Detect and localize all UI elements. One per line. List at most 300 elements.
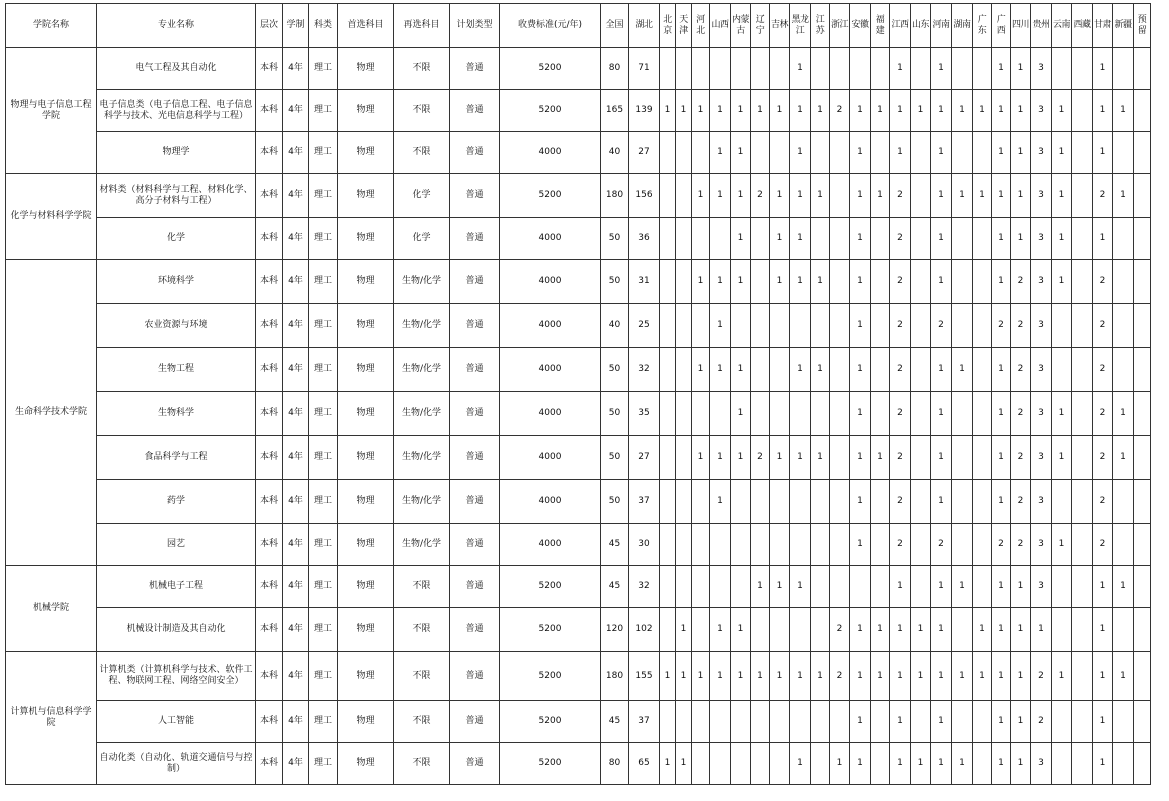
province-count-cell: 1 xyxy=(790,743,811,785)
province-count-cell: 3 xyxy=(1031,392,1052,436)
first-subject-cell: 物理 xyxy=(338,743,394,785)
plan-type-cell: 普通 xyxy=(450,90,500,132)
first-subject-cell: 物理 xyxy=(338,652,394,701)
province-count-cell: 1 xyxy=(992,260,1011,304)
province-count-cell: 1 xyxy=(660,652,676,701)
province-count-cell: 1 xyxy=(770,174,790,218)
total-cell: 80 xyxy=(601,48,629,90)
total-cell: 40 xyxy=(601,132,629,174)
category-cell: 理工 xyxy=(309,218,338,260)
province-count-cell: 1 xyxy=(973,608,992,652)
province-count-cell: 1 xyxy=(952,90,973,132)
province-count-cell: 1 xyxy=(850,260,871,304)
admission-plan-table xyxy=(5,3,1151,785)
province-count-cell: 36 xyxy=(629,218,660,260)
province-count-cell: 1 xyxy=(692,90,710,132)
province-count-cell: 1 xyxy=(931,652,952,701)
province-count-cell: 1 xyxy=(1113,652,1134,701)
table-row xyxy=(6,48,1151,90)
province-count-cell xyxy=(751,218,770,260)
province-count-cell: 1 xyxy=(850,524,871,566)
col-province: 浙江 xyxy=(830,4,850,48)
major-cell: 食品科学与工程 xyxy=(97,436,256,480)
fee-cell: 4000 xyxy=(500,348,601,392)
province-count-cell: 1 xyxy=(973,652,992,701)
second-subject-cell: 不限 xyxy=(394,608,450,652)
duration-cell: 4年 xyxy=(283,132,309,174)
col-province: 广西 xyxy=(992,4,1011,48)
province-count-cell xyxy=(911,436,931,480)
province-count-cell xyxy=(830,392,850,436)
province-count-cell xyxy=(751,524,770,566)
province-count-cell: 1 xyxy=(850,392,871,436)
table-row xyxy=(6,90,1151,132)
province-count-cell: 1 xyxy=(660,90,676,132)
major-cell: 计算机类（计算机科学与技术、软件工程、物联网工程、网络空间安全） xyxy=(97,652,256,701)
level-cell: 本科 xyxy=(256,652,283,701)
province-count-cell: 1 xyxy=(952,743,973,785)
province-count-cell: 1 xyxy=(811,436,830,480)
province-count-cell xyxy=(811,392,830,436)
province-count-cell: 1 xyxy=(710,608,731,652)
province-count-cell: 1 xyxy=(992,218,1011,260)
admission-plan-table-container xyxy=(5,3,1151,785)
province-count-cell: 2 xyxy=(1093,436,1113,480)
province-count-cell xyxy=(811,48,830,90)
province-count-cell xyxy=(790,701,811,743)
province-count-cell: 27 xyxy=(629,436,660,480)
province-count-cell xyxy=(871,304,890,348)
province-count-cell xyxy=(751,392,770,436)
province-count-cell: 3 xyxy=(1031,566,1052,608)
province-count-cell xyxy=(952,304,973,348)
college-name-cell: 生命科学技术学院 xyxy=(6,260,97,566)
province-count-cell xyxy=(1134,436,1151,480)
province-count-cell: 1 xyxy=(931,566,952,608)
level-cell: 本科 xyxy=(256,480,283,524)
col-college: 学院名称 xyxy=(6,4,97,48)
province-count-cell: 1 xyxy=(731,608,751,652)
category-cell: 理工 xyxy=(309,348,338,392)
second-subject-cell: 不限 xyxy=(394,743,450,785)
duration-cell: 4年 xyxy=(283,524,309,566)
province-count-cell xyxy=(1072,743,1093,785)
province-count-cell xyxy=(660,480,676,524)
province-count-cell xyxy=(952,701,973,743)
province-count-cell: 2 xyxy=(1093,524,1113,566)
province-count-cell xyxy=(830,524,850,566)
college-name-cell: 机械学院 xyxy=(6,566,97,652)
province-count-cell xyxy=(1072,480,1093,524)
province-count-cell xyxy=(1134,392,1151,436)
province-count-cell: 1 xyxy=(790,48,811,90)
province-count-cell xyxy=(692,480,710,524)
province-count-cell xyxy=(770,701,790,743)
fee-cell: 5200 xyxy=(500,652,601,701)
province-count-cell: 1 xyxy=(1113,174,1134,218)
province-count-cell: 3 xyxy=(1031,260,1052,304)
province-count-cell xyxy=(692,701,710,743)
table-row xyxy=(6,304,1151,348)
province-count-cell: 1 xyxy=(731,90,751,132)
province-count-cell: 1 xyxy=(790,90,811,132)
province-count-cell: 1 xyxy=(1093,701,1113,743)
province-count-cell: 1 xyxy=(911,608,931,652)
province-count-cell xyxy=(871,480,890,524)
plan-type-cell: 普通 xyxy=(450,348,500,392)
province-count-cell: 1 xyxy=(790,348,811,392)
fee-cell: 5200 xyxy=(500,701,601,743)
province-count-cell xyxy=(1072,392,1093,436)
level-cell: 本科 xyxy=(256,524,283,566)
province-count-cell xyxy=(710,218,731,260)
province-count-cell: 2 xyxy=(1011,260,1031,304)
province-count-cell xyxy=(973,566,992,608)
second-subject-cell: 不限 xyxy=(394,90,450,132)
first-subject-cell: 物理 xyxy=(338,480,394,524)
province-count-cell xyxy=(952,524,973,566)
fee-cell: 4000 xyxy=(500,260,601,304)
province-count-cell xyxy=(1113,348,1134,392)
header-row xyxy=(6,4,1151,48)
province-count-cell: 1 xyxy=(710,436,731,480)
province-count-cell xyxy=(1134,132,1151,174)
province-count-cell: 1 xyxy=(731,218,751,260)
province-count-cell xyxy=(911,701,931,743)
total-cell: 45 xyxy=(601,524,629,566)
province-count-cell: 3 xyxy=(1031,743,1052,785)
province-count-cell: 3 xyxy=(1031,174,1052,218)
province-count-cell: 1 xyxy=(692,652,710,701)
province-count-cell: 1 xyxy=(952,566,973,608)
province-count-cell xyxy=(751,260,770,304)
province-count-cell xyxy=(911,304,931,348)
province-count-cell: 2 xyxy=(1011,304,1031,348)
province-count-cell xyxy=(660,48,676,90)
province-count-cell: 32 xyxy=(629,566,660,608)
province-count-cell: 2 xyxy=(992,304,1011,348)
province-count-cell: 2 xyxy=(1011,348,1031,392)
level-cell: 本科 xyxy=(256,743,283,785)
total-cell: 180 xyxy=(601,652,629,701)
province-count-cell: 1 xyxy=(992,132,1011,174)
province-count-cell xyxy=(911,48,931,90)
province-count-cell xyxy=(751,348,770,392)
province-count-cell xyxy=(1072,174,1093,218)
level-cell: 本科 xyxy=(256,218,283,260)
second-subject-cell: 生物/化学 xyxy=(394,348,450,392)
province-count-cell: 1 xyxy=(890,566,911,608)
province-count-cell: 1 xyxy=(1011,48,1031,90)
province-count-cell: 1 xyxy=(850,652,871,701)
province-count-cell xyxy=(830,174,850,218)
province-count-cell xyxy=(973,132,992,174)
duration-cell: 4年 xyxy=(283,652,309,701)
province-count-cell: 1 xyxy=(1052,132,1072,174)
province-count-cell: 1 xyxy=(850,174,871,218)
province-count-cell xyxy=(952,480,973,524)
province-count-cell xyxy=(660,524,676,566)
province-count-cell: 1 xyxy=(1011,90,1031,132)
province-count-cell xyxy=(660,218,676,260)
total-cell: 45 xyxy=(601,566,629,608)
first-subject-cell: 物理 xyxy=(338,90,394,132)
province-count-cell: 1 xyxy=(790,566,811,608)
province-count-cell xyxy=(676,524,692,566)
total-cell: 50 xyxy=(601,260,629,304)
category-cell: 理工 xyxy=(309,608,338,652)
level-cell: 本科 xyxy=(256,348,283,392)
col-province: 河北 xyxy=(692,4,710,48)
second-subject-cell: 不限 xyxy=(394,132,450,174)
province-count-cell xyxy=(973,348,992,392)
province-count-cell: 1 xyxy=(911,652,931,701)
province-count-cell: 1 xyxy=(790,218,811,260)
province-count-cell xyxy=(790,524,811,566)
category-cell: 理工 xyxy=(309,701,338,743)
total-cell: 120 xyxy=(601,608,629,652)
table-row xyxy=(6,608,1151,652)
first-subject-cell: 物理 xyxy=(338,304,394,348)
province-count-cell: 1 xyxy=(992,608,1011,652)
table-row xyxy=(6,701,1151,743)
province-count-cell xyxy=(1134,48,1151,90)
province-count-cell: 2 xyxy=(751,436,770,480)
province-count-cell xyxy=(871,132,890,174)
province-count-cell xyxy=(660,701,676,743)
fee-cell: 5200 xyxy=(500,90,601,132)
duration-cell: 4年 xyxy=(283,218,309,260)
province-count-cell: 1 xyxy=(1031,608,1052,652)
province-count-cell: 1 xyxy=(790,132,811,174)
fee-cell: 4000 xyxy=(500,480,601,524)
major-cell: 生物工程 xyxy=(97,348,256,392)
province-count-cell: 1 xyxy=(770,436,790,480)
province-count-cell: 1 xyxy=(731,260,751,304)
province-count-cell: 1 xyxy=(692,174,710,218)
province-count-cell xyxy=(973,304,992,348)
province-count-cell xyxy=(710,743,731,785)
province-count-cell: 1 xyxy=(731,174,751,218)
province-count-cell: 1 xyxy=(931,218,952,260)
province-count-cell: 1 xyxy=(1011,743,1031,785)
province-count-cell xyxy=(871,701,890,743)
province-count-cell: 1 xyxy=(830,743,850,785)
province-count-cell xyxy=(770,48,790,90)
category-cell: 理工 xyxy=(309,260,338,304)
province-count-cell: 1 xyxy=(710,260,731,304)
province-count-cell xyxy=(1113,480,1134,524)
duration-cell: 4年 xyxy=(283,480,309,524)
province-count-cell xyxy=(751,701,770,743)
col-province: 甘肃 xyxy=(1093,4,1113,48)
province-count-cell: 1 xyxy=(931,132,952,174)
province-count-cell: 1 xyxy=(811,260,830,304)
province-count-cell: 1 xyxy=(1093,652,1113,701)
province-count-cell: 1 xyxy=(1093,132,1113,174)
province-count-cell xyxy=(911,174,931,218)
province-count-cell xyxy=(692,48,710,90)
province-count-cell: 1 xyxy=(850,348,871,392)
province-count-cell xyxy=(751,48,770,90)
province-count-cell: 1 xyxy=(992,480,1011,524)
first-subject-cell: 物理 xyxy=(338,218,394,260)
fee-cell: 4000 xyxy=(500,524,601,566)
province-count-cell: 1 xyxy=(992,174,1011,218)
province-count-cell: 2 xyxy=(1093,174,1113,218)
plan-type-cell: 普通 xyxy=(450,524,500,566)
first-subject-cell: 物理 xyxy=(338,174,394,218)
level-cell: 本科 xyxy=(256,304,283,348)
province-count-cell: 1 xyxy=(811,348,830,392)
fee-cell: 4000 xyxy=(500,132,601,174)
province-count-cell: 1 xyxy=(1093,48,1113,90)
province-count-cell: 1 xyxy=(992,48,1011,90)
table-row xyxy=(6,652,1151,701)
province-count-cell xyxy=(770,348,790,392)
province-count-cell: 1 xyxy=(1011,218,1031,260)
major-cell: 物理学 xyxy=(97,132,256,174)
category-cell: 理工 xyxy=(309,743,338,785)
province-count-cell xyxy=(952,218,973,260)
province-count-cell: 1 xyxy=(931,480,952,524)
major-cell: 人工智能 xyxy=(97,701,256,743)
province-count-cell xyxy=(676,480,692,524)
province-count-cell xyxy=(676,436,692,480)
major-cell: 化学 xyxy=(97,218,256,260)
province-count-cell: 1 xyxy=(890,743,911,785)
province-count-cell: 1 xyxy=(890,701,911,743)
province-count-cell: 1 xyxy=(1011,566,1031,608)
province-count-cell xyxy=(676,392,692,436)
plan-type-cell: 普通 xyxy=(450,392,500,436)
second-subject-cell: 不限 xyxy=(394,566,450,608)
province-count-cell xyxy=(1052,348,1072,392)
province-count-cell: 2 xyxy=(1011,524,1031,566)
province-count-cell: 1 xyxy=(931,90,952,132)
province-count-cell: 2 xyxy=(890,218,911,260)
province-count-cell: 1 xyxy=(992,348,1011,392)
province-count-cell: 1 xyxy=(1052,174,1072,218)
province-count-cell: 1 xyxy=(850,743,871,785)
col-total: 全国 xyxy=(601,4,629,48)
province-count-cell: 1 xyxy=(850,304,871,348)
col-province: 预留 xyxy=(1134,4,1151,48)
province-count-cell xyxy=(660,392,676,436)
duration-cell: 4年 xyxy=(283,90,309,132)
province-count-cell: 1 xyxy=(911,743,931,785)
province-count-cell xyxy=(811,132,830,174)
province-count-cell: 2 xyxy=(890,260,911,304)
province-count-cell xyxy=(660,436,676,480)
province-count-cell xyxy=(710,524,731,566)
level-cell: 本科 xyxy=(256,90,283,132)
province-count-cell xyxy=(1113,701,1134,743)
total-cell: 50 xyxy=(601,436,629,480)
province-count-cell: 1 xyxy=(1113,90,1134,132)
second-subject-cell: 化学 xyxy=(394,174,450,218)
province-count-cell xyxy=(871,524,890,566)
province-count-cell xyxy=(811,304,830,348)
province-count-cell: 1 xyxy=(710,348,731,392)
province-count-cell xyxy=(770,392,790,436)
plan-type-cell: 普通 xyxy=(450,304,500,348)
total-cell: 165 xyxy=(601,90,629,132)
major-cell: 自动化类（自动化、轨道交通信号与控制） xyxy=(97,743,256,785)
fee-cell: 5200 xyxy=(500,743,601,785)
province-count-cell: 1 xyxy=(676,608,692,652)
province-count-cell xyxy=(676,701,692,743)
province-count-cell xyxy=(973,260,992,304)
province-count-cell xyxy=(1052,701,1072,743)
province-count-cell xyxy=(830,348,850,392)
province-count-cell: 31 xyxy=(629,260,660,304)
province-count-cell: 1 xyxy=(850,132,871,174)
province-count-cell: 2 xyxy=(890,436,911,480)
province-count-cell xyxy=(1113,260,1134,304)
province-count-cell: 27 xyxy=(629,132,660,174)
province-count-cell xyxy=(973,436,992,480)
province-count-cell xyxy=(830,436,850,480)
province-count-cell xyxy=(1052,608,1072,652)
province-count-cell: 1 xyxy=(871,90,890,132)
province-count-cell: 1 xyxy=(1093,90,1113,132)
province-count-cell: 1 xyxy=(952,174,973,218)
province-count-cell xyxy=(1134,566,1151,608)
col-province: 四川 xyxy=(1011,4,1031,48)
fee-cell: 4000 xyxy=(500,304,601,348)
province-count-cell: 3 xyxy=(1031,132,1052,174)
province-count-cell: 2 xyxy=(1031,701,1052,743)
province-count-cell: 1 xyxy=(1052,218,1072,260)
province-count-cell: 1 xyxy=(890,132,911,174)
province-count-cell: 3 xyxy=(1031,48,1052,90)
province-count-cell xyxy=(830,218,850,260)
first-subject-cell: 物理 xyxy=(338,566,394,608)
province-count-cell: 71 xyxy=(629,48,660,90)
category-cell: 理工 xyxy=(309,566,338,608)
province-count-cell: 1 xyxy=(1052,392,1072,436)
province-count-cell: 1 xyxy=(952,652,973,701)
province-count-cell xyxy=(1072,652,1093,701)
table-row xyxy=(6,260,1151,304)
province-count-cell: 2 xyxy=(931,304,952,348)
col-plan-type: 计划类型 xyxy=(450,4,500,48)
province-count-cell xyxy=(731,480,751,524)
province-count-cell: 1 xyxy=(1052,524,1072,566)
province-count-cell: 1 xyxy=(710,480,731,524)
province-count-cell xyxy=(731,701,751,743)
table-row xyxy=(6,436,1151,480)
province-count-cell: 1 xyxy=(1052,652,1072,701)
table-row xyxy=(6,392,1151,436)
duration-cell: 4年 xyxy=(283,392,309,436)
province-count-cell: 1 xyxy=(1113,392,1134,436)
province-count-cell: 1 xyxy=(850,608,871,652)
province-count-cell xyxy=(676,48,692,90)
col-province: 天津 xyxy=(676,4,692,48)
province-count-cell: 1 xyxy=(692,436,710,480)
province-count-cell xyxy=(1052,566,1072,608)
province-count-cell xyxy=(692,743,710,785)
province-count-cell xyxy=(710,701,731,743)
table-row xyxy=(6,524,1151,566)
province-count-cell xyxy=(871,392,890,436)
province-count-cell xyxy=(710,48,731,90)
col-province: 西藏 xyxy=(1072,4,1093,48)
col-province: 福建 xyxy=(871,4,890,48)
province-count-cell: 1 xyxy=(692,260,710,304)
